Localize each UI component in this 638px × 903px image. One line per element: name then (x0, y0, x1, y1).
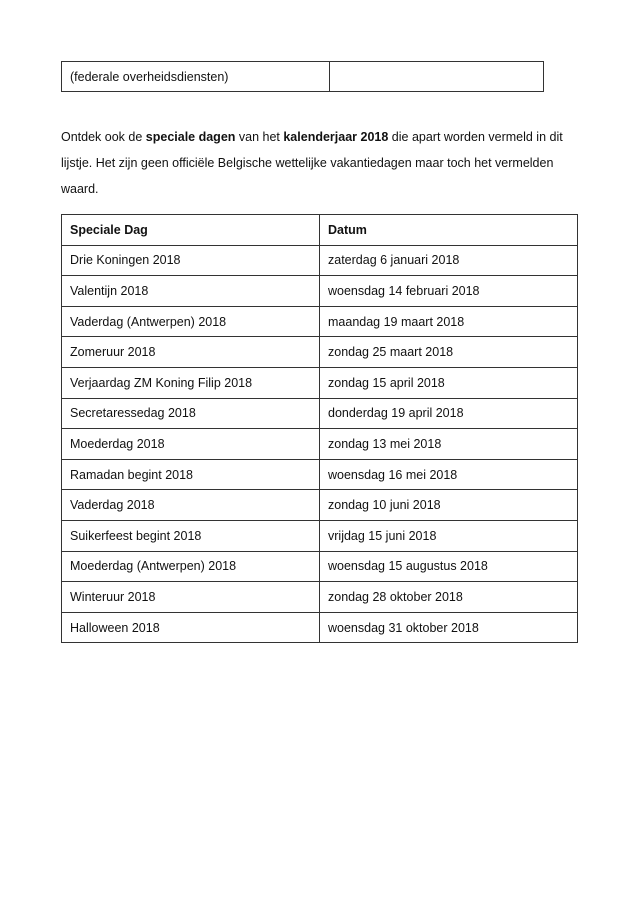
table-cell: (federale overheidsdiensten) (62, 62, 330, 92)
date-cell: zaterdag 6 januari 2018 (320, 245, 578, 276)
day-name-cell: Ramadan begint 2018 (62, 459, 320, 490)
date-cell: zondag 10 juni 2018 (320, 490, 578, 521)
table-row (62, 398, 578, 429)
column-header: Datum (320, 215, 578, 246)
date-cell: woensdag 14 februari 2018 (320, 276, 578, 307)
intro-bold-text: speciale dagen (145, 130, 236, 144)
date-cell: zondag 28 oktober 2018 (320, 582, 578, 613)
day-name-cell: Drie Koningen 2018 (62, 245, 320, 276)
date-cell: zondag 13 mei 2018 (320, 429, 578, 460)
date-cell: woensdag 15 augustus 2018 (320, 551, 578, 582)
day-name-cell: Vaderdag 2018 (62, 490, 320, 521)
intro-bold-text: kalenderjaar 2018 (283, 130, 389, 144)
table-row (62, 62, 544, 92)
date-cell: donderdag 19 april 2018 (320, 398, 578, 429)
table-row (62, 459, 578, 490)
date-cell: maandag 19 maart 2018 (320, 306, 578, 337)
table-row (62, 582, 578, 613)
special-days-table (61, 214, 578, 643)
day-name-cell: Moederdag (Antwerpen) 2018 (62, 551, 320, 582)
table-row (62, 551, 578, 582)
table-row (62, 367, 578, 398)
date-cell: woensdag 16 mei 2018 (320, 459, 578, 490)
day-name-cell: Winteruur 2018 (62, 582, 320, 613)
table-row (62, 245, 578, 276)
table-header-row (62, 215, 578, 246)
table-row (62, 337, 578, 368)
day-name-cell: Zomeruur 2018 (62, 337, 320, 368)
table-row (62, 306, 578, 337)
table-cell (330, 62, 544, 92)
day-name-cell: Vaderdag (Antwerpen) 2018 (62, 306, 320, 337)
intro-text: Ontdek ook de (61, 130, 146, 144)
intro-paragraph (61, 124, 581, 202)
day-name-cell: Moederdag 2018 (62, 429, 320, 460)
date-cell: zondag 25 maart 2018 (320, 337, 578, 368)
date-cell: woensdag 31 oktober 2018 (320, 612, 578, 643)
day-name-cell: Verjaardag ZM Koning Filip 2018 (62, 367, 320, 398)
column-header: Speciale Dag (62, 215, 320, 246)
table-row (62, 612, 578, 643)
table-row (62, 490, 578, 521)
table-row (62, 520, 578, 551)
day-name-cell: Halloween 2018 (62, 612, 320, 643)
day-name-cell: Secretaressedag 2018 (62, 398, 320, 429)
intro-text: die apart worden vermeld in dit lijstje. Het zijn geen officiële Belgische wettelijke vakantiedagen maar toch het vermelden waard. (61, 130, 563, 196)
date-cell: zondag 15 april 2018 (320, 367, 578, 398)
top-table (61, 61, 544, 92)
day-name-cell: Valentijn 2018 (62, 276, 320, 307)
day-name-cell: Suikerfeest begint 2018 (62, 520, 320, 551)
table-row (62, 276, 578, 307)
date-cell: vrijdag 15 juni 2018 (320, 520, 578, 551)
table-row (62, 429, 578, 460)
intro-text: van het (235, 130, 284, 144)
